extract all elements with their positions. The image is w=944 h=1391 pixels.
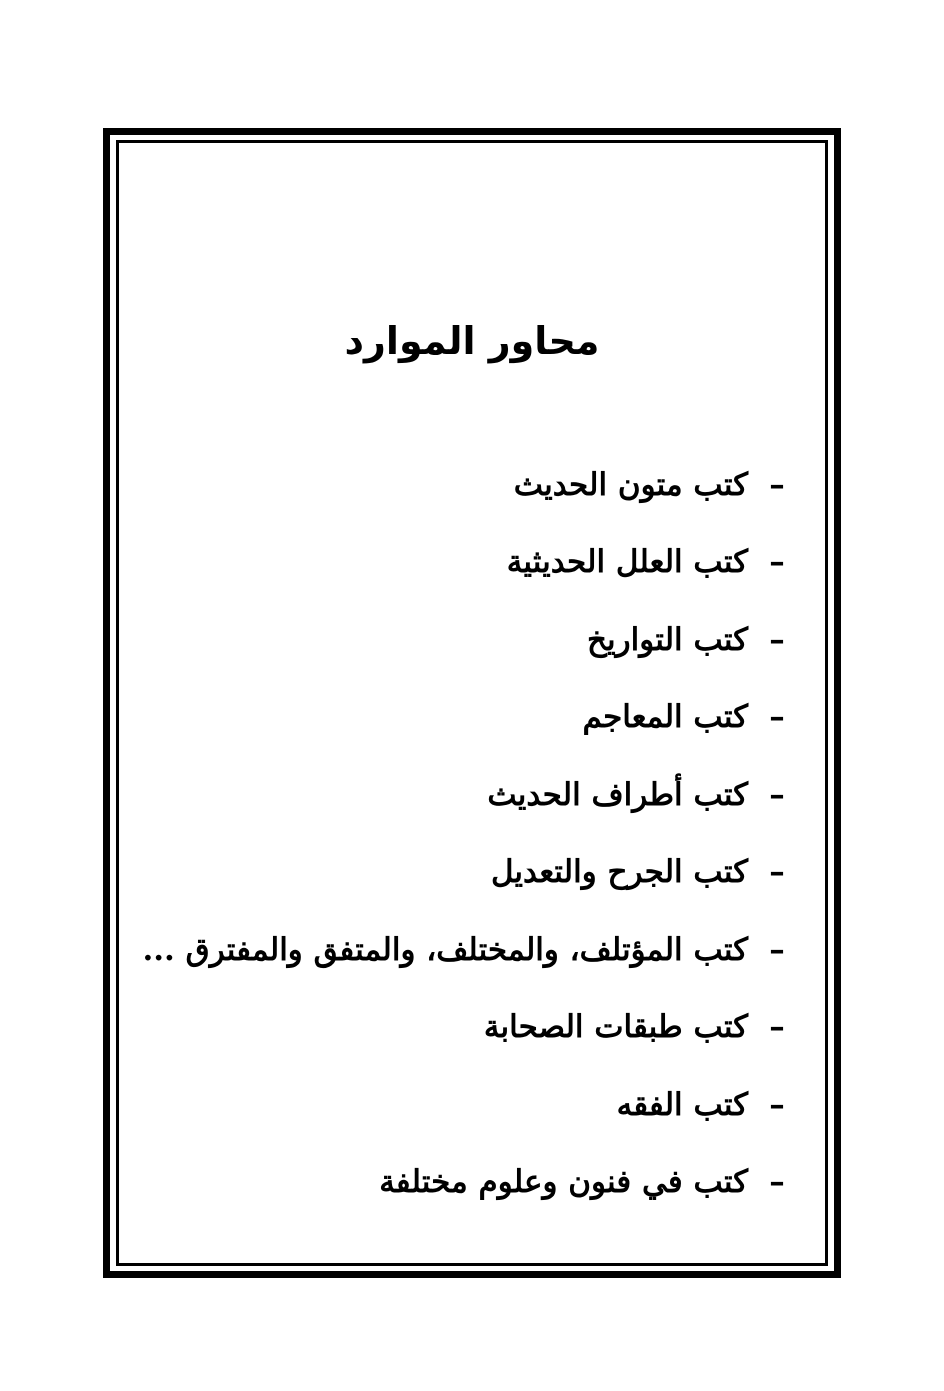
list-item <box>142 756 794 834</box>
list-item <box>142 1066 794 1144</box>
list-item-label: كتب المعاجم <box>582 699 748 736</box>
dash-bullet: – <box>769 776 785 813</box>
list-item <box>142 601 794 679</box>
list-item <box>142 524 794 602</box>
list-item-label: كتب متون الحديث <box>513 466 748 503</box>
dash-bullet: – <box>769 931 785 968</box>
list-item <box>142 446 794 524</box>
list-item-label: كتب في فنون وعلوم مختلفة <box>379 1164 748 1201</box>
list-item-label: كتب الفقه <box>616 1086 748 1123</box>
dash-bullet: – <box>769 621 785 658</box>
dash-bullet: – <box>769 544 785 581</box>
list-item <box>142 911 794 989</box>
dash-bullet: – <box>769 1164 785 1201</box>
list-item-label: كتب طبقات الصحابة <box>483 1009 748 1046</box>
page-title: محاور الموارد <box>344 319 600 363</box>
list-item-label: كتب الجرح والتعديل <box>490 854 748 891</box>
list-item <box>142 834 794 912</box>
list-item-label: كتب المؤتلف، والمختلف، والمتفق والمفترق ... <box>142 931 748 968</box>
list-item <box>142 1144 794 1222</box>
dash-bullet: – <box>769 699 785 736</box>
list-item <box>142 989 794 1067</box>
dash-bullet: – <box>769 1009 785 1046</box>
list-item-label: كتب العلل الحديثية <box>506 544 748 581</box>
list-item-label: كتب التواريخ <box>587 621 748 658</box>
resource-list <box>142 446 794 1221</box>
dash-bullet: – <box>769 854 785 891</box>
dash-bullet: – <box>769 466 785 503</box>
list-item <box>142 679 794 757</box>
list-item-label: كتب أطراف الحديث <box>487 776 748 813</box>
dash-bullet: – <box>769 1086 785 1123</box>
